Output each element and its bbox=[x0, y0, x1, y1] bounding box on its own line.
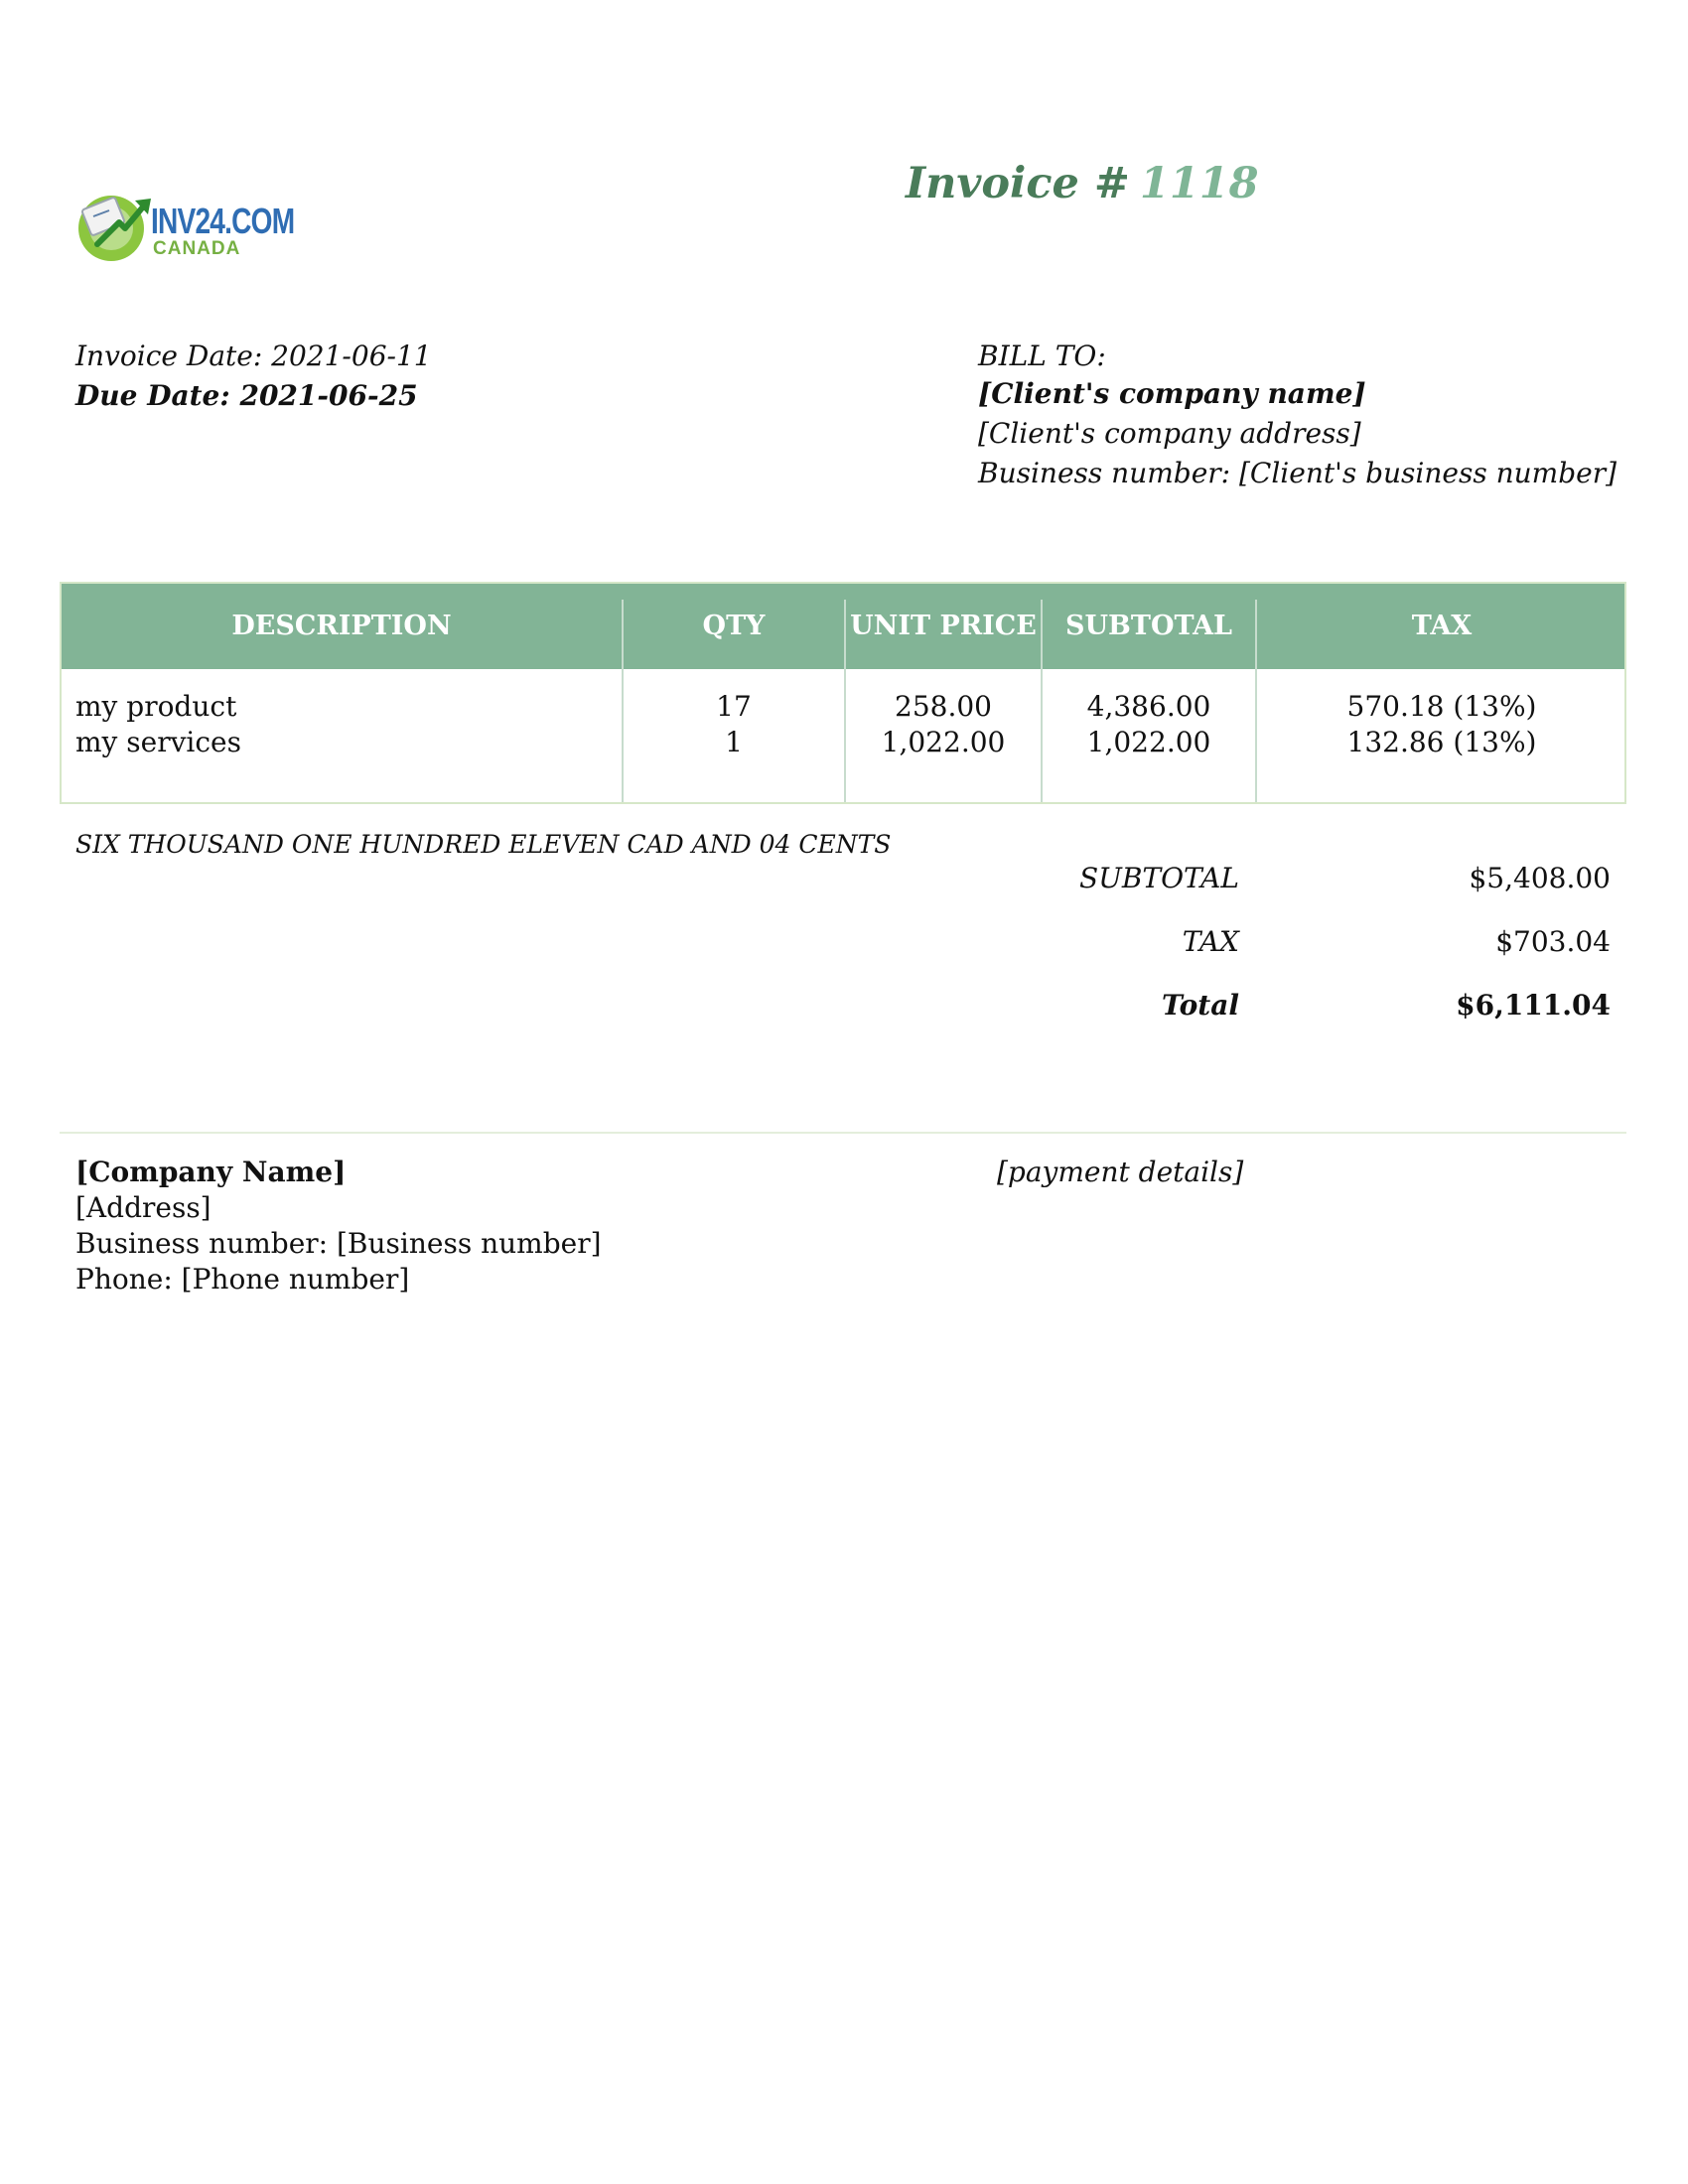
logo-subtitle: CANADA bbox=[153, 238, 241, 259]
company-address: [Address] bbox=[75, 1191, 211, 1224]
row-2-subtotal: 1,022.00 bbox=[1086, 726, 1211, 758]
subtotal-value: $5,408.00 bbox=[1469, 862, 1611, 894]
invoice-title bbox=[906, 159, 1259, 208]
header-tax: TAX bbox=[1411, 611, 1473, 641]
row-1-unit-price: 258.00 bbox=[895, 690, 992, 723]
client-company-name: [Client's company name] bbox=[978, 377, 1366, 410]
row-1-subtotal: 4,386.00 bbox=[1086, 690, 1211, 723]
table-header bbox=[62, 584, 1624, 669]
header-qty: QTY bbox=[702, 611, 766, 641]
footer-divider bbox=[60, 1132, 1626, 1134]
tax-label: TAX bbox=[1182, 925, 1239, 958]
invoice-date: Invoice Date: 2021-06-11 bbox=[75, 340, 432, 372]
row-1-qty: 17 bbox=[716, 690, 752, 723]
header-unit-price: UNIT PRICE bbox=[850, 611, 1037, 641]
invoice-number: 1118 bbox=[1139, 159, 1259, 208]
row-2-description: my services bbox=[75, 726, 241, 758]
due-date: Due Date: 2021-06-25 bbox=[75, 379, 418, 412]
row-1-tax: 570.18 (13%) bbox=[1346, 690, 1537, 723]
items-table bbox=[60, 582, 1626, 804]
client-business-number: Business number: [Client's business number] bbox=[978, 457, 1618, 489]
total-label: Total bbox=[1161, 989, 1239, 1022]
header-description: DESCRIPTION bbox=[231, 611, 452, 641]
row-1-description: my product bbox=[75, 690, 237, 723]
client-company-address: [Client's company address] bbox=[978, 417, 1361, 450]
row-2-tax: 132.86 (13%) bbox=[1346, 726, 1537, 758]
company-name: [Company Name] bbox=[75, 1156, 347, 1188]
company-phone: Phone: [Phone number] bbox=[75, 1263, 410, 1296]
invoice-label: Invoice # bbox=[906, 159, 1130, 208]
logo-name: INV24.COM bbox=[151, 201, 295, 241]
amount-in-words: SIX THOUSAND ONE HUNDRED ELEVEN CAD AND 04 CENTS bbox=[75, 830, 892, 859]
subtotal-label: SUBTOTAL bbox=[1079, 862, 1239, 894]
company-business-number: Business number: [Business number] bbox=[75, 1227, 602, 1260]
header-subtotal: SUBTOTAL bbox=[1064, 611, 1233, 641]
bill-to-label: BILL TO: bbox=[978, 340, 1106, 372]
row-2-qty: 1 bbox=[725, 726, 743, 758]
tax-value: $703.04 bbox=[1495, 925, 1611, 958]
payment-details: [payment details] bbox=[997, 1156, 1244, 1188]
total-value: $6,111.04 bbox=[1456, 989, 1611, 1022]
row-2-unit-price: 1,022.00 bbox=[881, 726, 1006, 758]
